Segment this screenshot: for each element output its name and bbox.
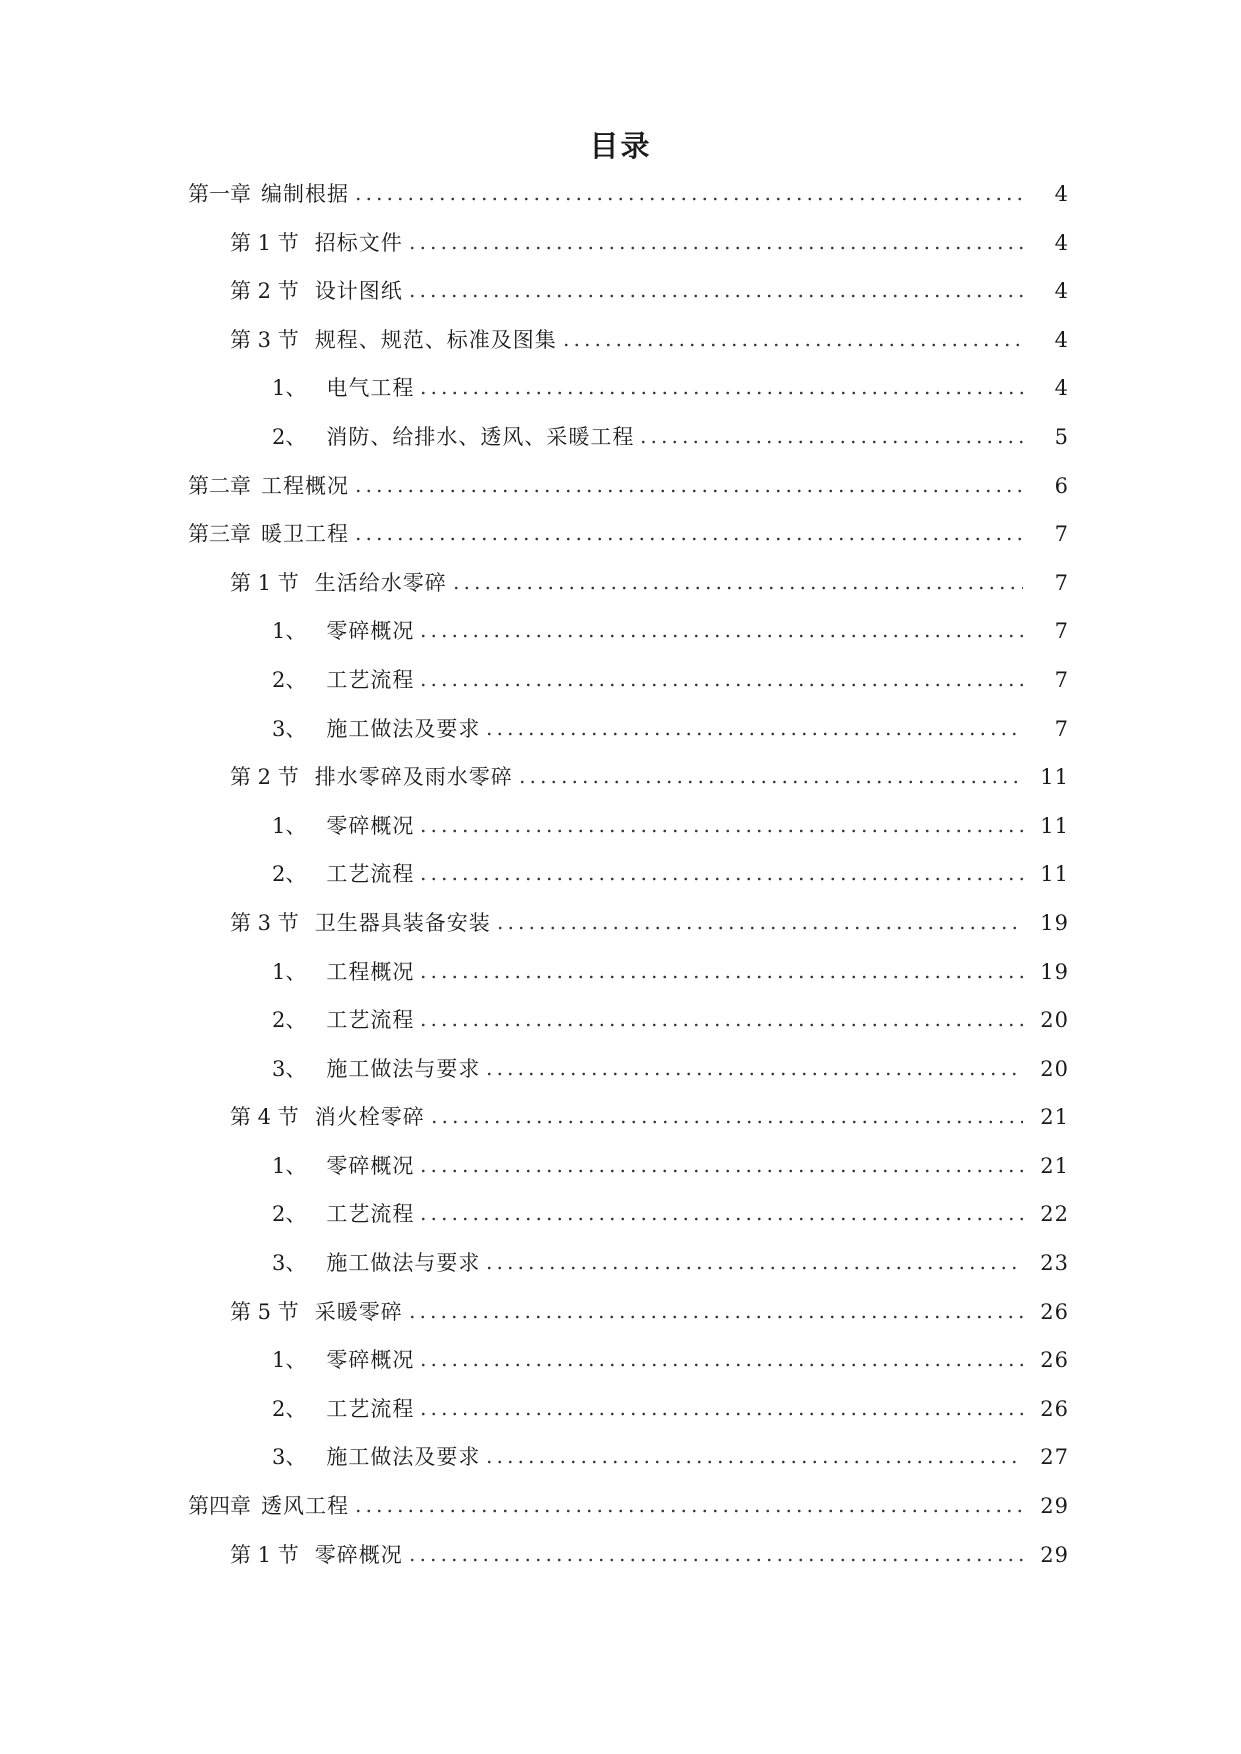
- toc-entry[interactable]: [0, 763, 1241, 812]
- toc-entry[interactable]: [0, 1200, 1241, 1249]
- dot-leader: [495, 909, 1023, 931]
- toc-entry-number: 2、: [272, 862, 307, 887]
- toc-entry-page-number: 4: [1054, 376, 1069, 401]
- toc-entry[interactable]: [0, 277, 1241, 326]
- toc-entry-page-number: 29: [1040, 1494, 1069, 1519]
- dot-leader: [418, 1346, 1023, 1368]
- toc-entry-number: 第 3 节: [230, 327, 299, 352]
- toc-entry-page-number: 4: [1054, 327, 1069, 352]
- toc-entry-page-number: 4: [1054, 279, 1069, 304]
- toc-entry-number: 第 1 节: [230, 570, 299, 595]
- toc-entry[interactable]: [0, 569, 1241, 618]
- toc-entry-number: 第 2 节: [230, 765, 299, 790]
- toc-entry[interactable]: [0, 1298, 1241, 1347]
- dot-leader: [429, 1103, 1023, 1125]
- toc-entry-number: 第 3 节: [230, 910, 299, 935]
- toc-entry-number: 1、: [272, 1348, 307, 1373]
- dot-leader: [418, 617, 1023, 639]
- toc-entry-page-number: 7: [1054, 667, 1069, 692]
- toc-entry-number: 第一章: [188, 182, 251, 206]
- dot-leader: [451, 569, 1023, 591]
- dot-leader: [353, 180, 1023, 202]
- toc-entry-title: 工艺流程: [326, 862, 415, 887]
- dot-leader: [418, 860, 1023, 882]
- toc-entry-number: 2、: [272, 1396, 307, 1421]
- toc-entry-number: 第 1 节: [230, 230, 299, 255]
- dot-leader: [407, 229, 1023, 251]
- toc-entry-page-number: 21: [1040, 1153, 1069, 1178]
- toc-entry[interactable]: [0, 666, 1241, 715]
- toc-entry-title: 设计图纸: [314, 279, 403, 304]
- dot-leader: [484, 715, 1023, 737]
- toc-entry-page-number: 7: [1054, 522, 1069, 547]
- toc-entry[interactable]: [0, 180, 1241, 229]
- toc-entry-title: 工艺流程: [326, 667, 415, 692]
- toc-entry-title: 工程概况: [326, 959, 415, 984]
- toc-entry-page-number: 26: [1040, 1299, 1069, 1324]
- toc-entry[interactable]: [0, 472, 1241, 521]
- toc-entry-number: 3、: [272, 1056, 307, 1081]
- toc-entry-title: 电气工程: [326, 376, 415, 401]
- toc-entry-title: 工艺流程: [326, 1202, 415, 1227]
- toc-entry[interactable]: [0, 326, 1241, 375]
- toc-entry-number: 1、: [272, 959, 307, 984]
- toc-entry-number: 第三章: [188, 522, 251, 547]
- toc-entry[interactable]: [0, 715, 1241, 764]
- toc-entry-title: 编制根据: [261, 182, 349, 206]
- dot-leader: [353, 1492, 1023, 1514]
- toc-entry-title: 工艺流程: [326, 1008, 415, 1033]
- toc-entry[interactable]: [0, 1006, 1241, 1055]
- toc-entry[interactable]: [0, 1249, 1241, 1298]
- toc-entry-number: 2、: [272, 424, 307, 449]
- toc-entry-title: 规程、规范、标准及图集: [314, 327, 557, 352]
- toc-entry-number: 2、: [272, 1202, 307, 1227]
- toc-entry-page-number: 21: [1040, 1105, 1069, 1130]
- toc-entry[interactable]: [0, 423, 1241, 472]
- toc-entry-number: 第 1 节: [230, 1542, 299, 1567]
- toc-entry[interactable]: [0, 1492, 1241, 1541]
- dot-leader: [418, 1152, 1023, 1174]
- toc-entry-page-number: 11: [1040, 765, 1069, 790]
- dot-leader: [561, 326, 1023, 348]
- toc-entry-page-number: 7: [1054, 716, 1069, 741]
- page-title: 目录: [589, 129, 652, 163]
- toc-entry[interactable]: [0, 1152, 1241, 1201]
- toc-entry[interactable]: [0, 1346, 1241, 1395]
- toc-entry-title: 零碎概况: [326, 813, 415, 838]
- toc-entry-number: 3、: [272, 1445, 307, 1470]
- table-of-contents: [0, 180, 1241, 1589]
- toc-entry[interactable]: [0, 1541, 1241, 1590]
- toc-entry-page-number: 27: [1040, 1445, 1069, 1470]
- toc-entry-title: 消火栓零碎: [314, 1105, 425, 1130]
- toc-entry-page-number: 11: [1040, 813, 1069, 838]
- toc-entry-title: 工程概况: [261, 473, 349, 498]
- toc-entry-page-number: 6: [1054, 473, 1069, 498]
- toc-entry-page-number: 22: [1040, 1202, 1069, 1227]
- toc-entry-title: 工艺流程: [326, 1396, 415, 1421]
- toc-entry[interactable]: [0, 520, 1241, 569]
- toc-entry-page-number: 7: [1054, 570, 1069, 595]
- toc-entry-number: 第 2 节: [230, 279, 299, 304]
- toc-entry-title: 施工做法及要求: [326, 1445, 481, 1470]
- toc-entry-title: 施工做法与要求: [326, 1056, 481, 1081]
- toc-entry-page-number: 4: [1054, 230, 1069, 255]
- dot-leader: [353, 472, 1023, 494]
- dot-leader: [418, 1006, 1023, 1028]
- dot-leader: [407, 277, 1023, 299]
- toc-entry-number: 2、: [272, 1008, 307, 1033]
- toc-entry-title: 施工做法及要求: [326, 716, 481, 741]
- dot-leader: [484, 1249, 1023, 1271]
- toc-entry-page-number: 4: [1054, 182, 1069, 206]
- toc-entry-number: 第四章: [188, 1494, 251, 1519]
- toc-entry-page-number: 11: [1040, 862, 1069, 887]
- toc-entry-page-number: 29: [1040, 1542, 1069, 1567]
- toc-entry-title: 排水零碎及雨水零碎: [314, 765, 513, 790]
- toc-entry-title: 招标文件: [314, 230, 403, 255]
- toc-entry-number: 1、: [272, 376, 307, 401]
- toc-entry-title: 生活给水零碎: [314, 570, 447, 595]
- toc-entry-number: 3、: [272, 716, 307, 741]
- toc-entry[interactable]: [0, 374, 1241, 423]
- toc-entry[interactable]: [0, 1395, 1241, 1444]
- dot-leader: [418, 1200, 1023, 1222]
- toc-entry-page-number: 26: [1040, 1348, 1069, 1373]
- toc-entry-page-number: 20: [1040, 1056, 1069, 1081]
- dot-leader: [517, 763, 1023, 785]
- dot-leader: [418, 666, 1023, 688]
- toc-entry-number: 第二章: [188, 473, 251, 498]
- toc-entry-number: 2、: [272, 667, 307, 692]
- toc-entry-title: 零碎概况: [326, 1348, 415, 1373]
- toc-entry-title: 零碎概况: [326, 619, 415, 644]
- dot-leader: [418, 812, 1023, 834]
- dot-leader: [418, 374, 1023, 396]
- dot-leader: [484, 1055, 1023, 1077]
- toc-entry-page-number: 19: [1040, 959, 1069, 984]
- toc-entry[interactable]: [0, 909, 1241, 958]
- toc-entry-number: 1、: [272, 619, 307, 644]
- toc-entry-title: 零碎概况: [314, 1542, 403, 1567]
- toc-entry[interactable]: [0, 229, 1241, 278]
- toc-entry-number: 第 4 节: [230, 1105, 299, 1130]
- toc-entry[interactable]: [0, 958, 1241, 1007]
- toc-entry-page-number: 26: [1040, 1396, 1069, 1421]
- dot-leader: [484, 1443, 1023, 1465]
- toc-entry[interactable]: [0, 1103, 1241, 1152]
- toc-entry-title: 透风工程: [261, 1494, 349, 1519]
- dot-leader: [418, 1395, 1023, 1417]
- toc-entry-title: 施工做法与要求: [326, 1251, 481, 1276]
- toc-entry[interactable]: [0, 860, 1241, 909]
- toc-entry-title: 消防、给排水、透风、采暖工程: [326, 424, 635, 449]
- toc-entry-page-number: 23: [1040, 1251, 1069, 1276]
- dot-leader: [407, 1541, 1023, 1563]
- toc-entry[interactable]: [0, 617, 1241, 666]
- toc-entry-page-number: 5: [1054, 424, 1069, 449]
- dot-leader: [638, 423, 1023, 445]
- toc-entry[interactable]: [0, 1443, 1241, 1492]
- toc-entry[interactable]: [0, 812, 1241, 861]
- toc-entry-page-number: 19: [1040, 910, 1069, 935]
- dot-leader: [353, 520, 1023, 542]
- dot-leader: [418, 958, 1023, 980]
- toc-entry-title: 暖卫工程: [261, 522, 349, 547]
- toc-entry-number: 第 5 节: [230, 1299, 299, 1324]
- toc-entry-title: 采暖零碎: [314, 1299, 403, 1324]
- toc-entry-page-number: 7: [1054, 619, 1069, 644]
- toc-entry-number: 3、: [272, 1251, 307, 1276]
- toc-entry-title: 零碎概况: [326, 1153, 415, 1178]
- toc-entry[interactable]: [0, 1055, 1241, 1104]
- toc-entry-number: 1、: [272, 1153, 307, 1178]
- toc-entry-number: 1、: [272, 813, 307, 838]
- dot-leader: [407, 1298, 1023, 1320]
- toc-entry-title: 卫生器具装备安装: [314, 910, 491, 935]
- toc-entry-page-number: 20: [1040, 1008, 1069, 1033]
